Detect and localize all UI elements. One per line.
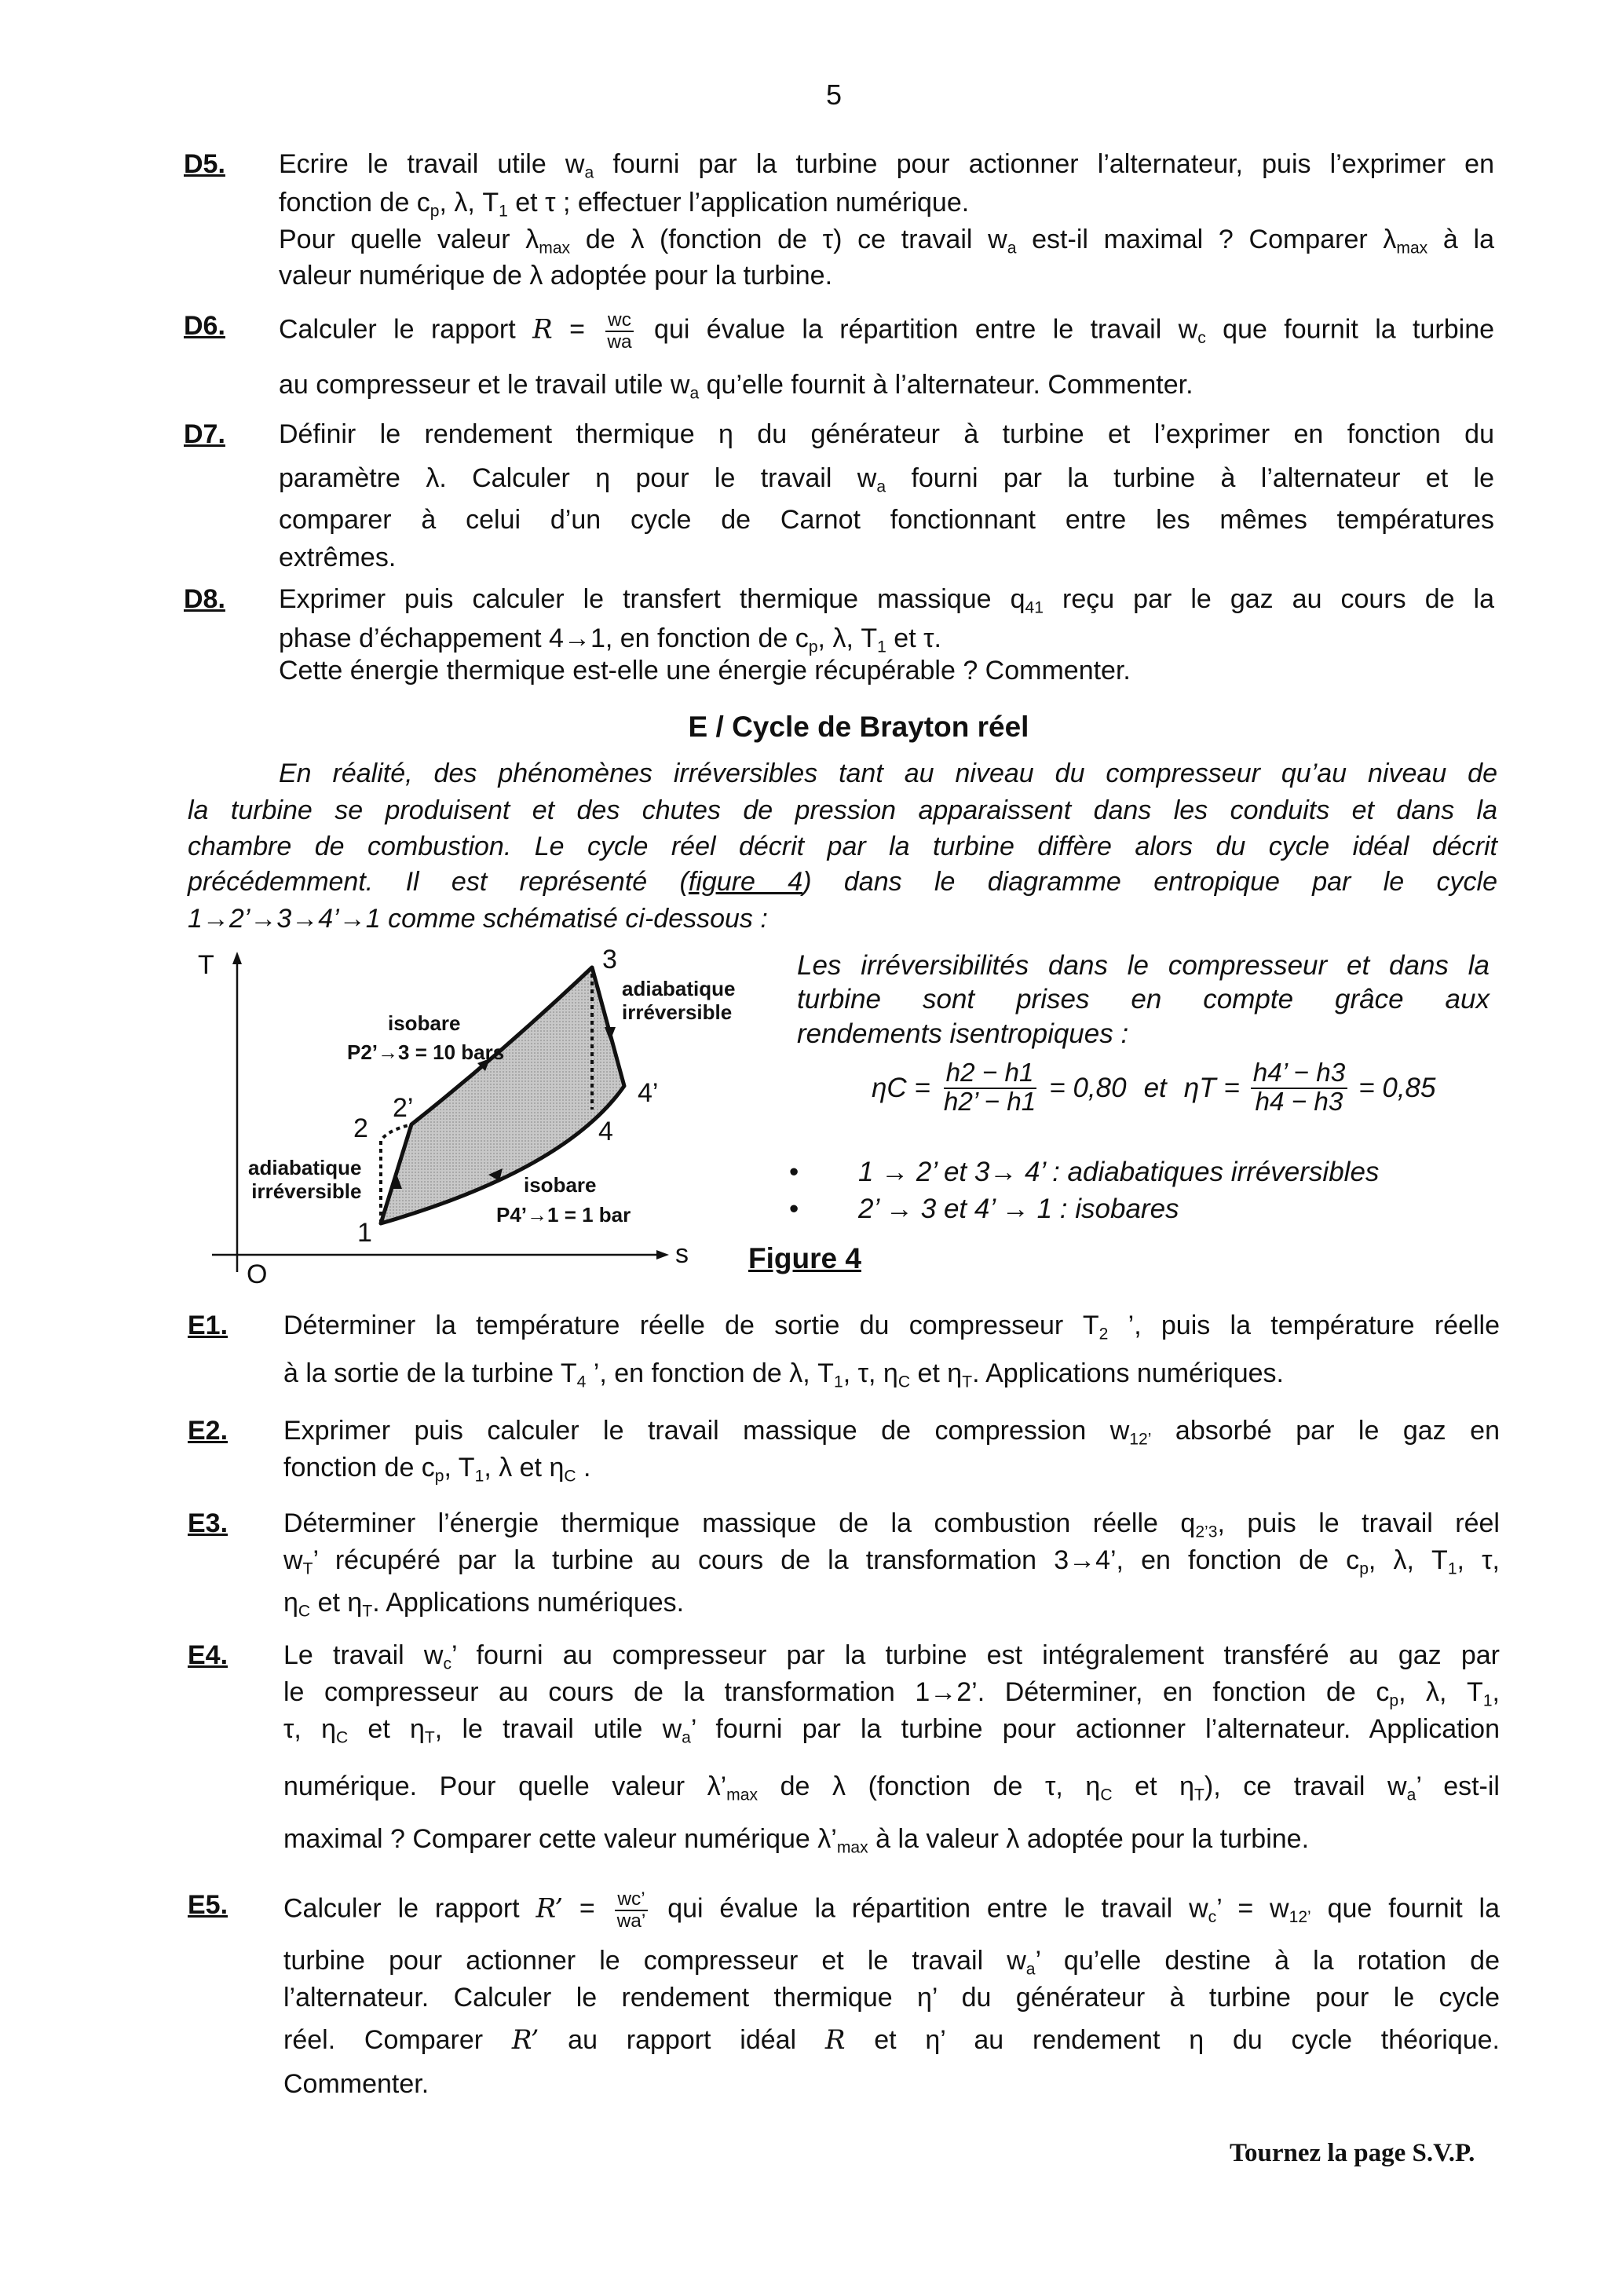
text-run: absorbé par le gaz en <box>1151 1416 1500 1446</box>
t-axis-arrow <box>232 952 242 964</box>
text-run: réel. Comparer <box>283 2025 512 2055</box>
label-isobar-low: isobare <box>524 1173 597 1197</box>
text-run: que fournit la turbine <box>1205 314 1495 345</box>
text-line <box>283 1713 1500 1745</box>
text-run: En réalité, des phénomènes irréversibles tant au niveau du compresseur qu’au niveau de <box>279 759 1497 788</box>
ratio-symbol: R <box>532 313 553 345</box>
text-run: ’ = w <box>1216 1893 1289 1924</box>
point-4: 4 <box>598 1117 613 1146</box>
text-run: reçu par le gaz au cours de la <box>1043 584 1494 614</box>
point-3: 3 <box>602 945 617 974</box>
subscript: C <box>1100 1786 1113 1804</box>
text-run: Exprimer puis calculer le travail massique de compression w <box>283 1416 1130 1446</box>
text-run: numérique. Pour quelle valeur λ’ <box>283 1771 727 1801</box>
text-line <box>283 1823 1309 1855</box>
text-run: , puis le travail réel <box>1217 1508 1500 1538</box>
text-line <box>283 1545 1500 1576</box>
subscript: C <box>897 1373 911 1391</box>
text-run: à la valeur λ adoptée pour la turbine. <box>868 1824 1310 1854</box>
text-run: à la <box>1427 225 1494 254</box>
text-run: qui évalue la répartition entre le travail w <box>651 1893 1208 1924</box>
text-run: , τ, η <box>843 1358 898 1388</box>
label-line: adiabatique <box>622 977 736 1000</box>
text-run: ), ce travail w <box>1204 1771 1407 1801</box>
subscript: 1 <box>877 638 886 656</box>
label-line: adiabatique <box>248 1156 362 1179</box>
text-run: w <box>283 1545 303 1575</box>
denominator: wa <box>607 331 632 353</box>
subscript: 1 <box>1482 1691 1493 1710</box>
subscript: 1 <box>833 1373 843 1391</box>
fraction <box>615 1889 649 1931</box>
ratio-symbol: R’ <box>536 1892 564 1925</box>
bullet-icon: • <box>789 1157 799 1187</box>
text-run: à la sortie de la turbine T <box>283 1358 577 1388</box>
right-text-line: Les irréversibilités dans le compresseur et dans la <box>797 950 1490 981</box>
eta-c-symbol: ηC = <box>872 1072 930 1103</box>
text-line <box>283 1771 1500 1802</box>
subscript: C <box>298 1602 311 1621</box>
subscript: 4 <box>576 1373 587 1391</box>
subscript: a <box>1406 1786 1416 1804</box>
question-label: D6. <box>184 311 225 341</box>
text-run: ’ récupéré par la turbine au cours de la transformation 3→4’, en fonction de c <box>313 1545 1360 1575</box>
text-run: que fournit la <box>1310 1893 1501 1924</box>
text-run: turbine pour actionner le compresseur et le travail w <box>283 1946 1026 1976</box>
point-1: 1 <box>357 1218 372 1248</box>
denominator: h4 − h3 <box>1255 1087 1343 1117</box>
subscript: a <box>584 163 594 182</box>
text-run: est-il maximal ? Comparer λ <box>1016 225 1397 254</box>
subscript: p <box>1359 1559 1369 1578</box>
text-run: Exprimer puis calculer le transfert thermique massique q <box>279 584 1025 614</box>
text-run: et η’ au rendement η du cycle théorique. <box>845 2025 1500 2055</box>
text-run: ’, puis la température réelle <box>1108 1311 1500 1340</box>
text-line <box>283 1982 1500 2013</box>
text-line <box>283 1452 591 1486</box>
text-run: qu’elle fournit à l’alternateur. Commenter. <box>699 370 1193 400</box>
text-run: et τ. <box>886 623 941 653</box>
question-label: D8. <box>184 584 225 614</box>
numerator: h4’ − h3 <box>1251 1060 1347 1089</box>
text-run: Calculer le rapport <box>283 1893 536 1924</box>
text-run: de λ (fonction de τ, η <box>758 1771 1101 1801</box>
bullet-text: 2’ → 3 et 4’ → 1 : isobares <box>858 1194 1179 1224</box>
text-run: le compresseur au cours de la transformation 1→2’. Déterminer, en fonction de c <box>283 1677 1390 1707</box>
text-run: Commenter. <box>283 2069 430 2099</box>
subscript: max <box>539 239 571 258</box>
text-run: et η <box>310 1588 363 1618</box>
question-label: E5. <box>188 1890 228 1920</box>
text-run: extrêmes. <box>279 543 397 572</box>
question-label: E4. <box>188 1640 228 1670</box>
text-run: maximal ? Comparer cette valeur numérique λ’ <box>283 1824 837 1854</box>
text-run: ’ fourni au compresseur par la turbine est intégralement transféré au gaz par <box>451 1640 1501 1670</box>
subscript: 12’ <box>1129 1430 1152 1449</box>
text-run: = <box>563 1893 612 1924</box>
subscript: 1 <box>499 202 508 221</box>
text-run: précédemment. Il est représenté ( <box>188 867 689 897</box>
text-line <box>283 1676 1500 1708</box>
bullet-item <box>789 1157 1380 1188</box>
subscript: p <box>808 638 818 656</box>
text-line <box>283 1640 1500 1671</box>
text-run: paramètre λ. Calculer η pour le travail w <box>279 463 877 493</box>
text-run: 1→2’→3→4’→1 comme schématisé ci-dessous : <box>188 904 768 934</box>
efficiency-formula <box>872 1060 1436 1117</box>
text-line <box>283 1358 1284 1389</box>
text-run: ’ qu’elle destine à la rotation de <box>1035 1946 1501 1976</box>
subscript: a <box>689 384 700 403</box>
text-run: , λ, T <box>817 623 878 653</box>
text-line <box>283 1310 1500 1344</box>
figure-caption: Figure 4 <box>748 1242 861 1274</box>
right-text-line: turbine sont prises en compte grâce aux <box>797 984 1490 1015</box>
text-run: , le travail utile w <box>434 1714 682 1744</box>
text-run: . <box>576 1453 591 1483</box>
subscript: a <box>876 477 886 496</box>
question-label: D7. <box>184 419 225 449</box>
label-line: irréversible <box>251 1179 362 1203</box>
text-run: τ, η <box>283 1714 336 1744</box>
denominator: wa’ <box>616 1910 646 1932</box>
numerator: wc’ <box>615 1889 647 1911</box>
bullet-icon: • <box>789 1194 799 1224</box>
label-isobar-high: isobare <box>388 1011 461 1035</box>
text-line <box>283 2024 1500 2056</box>
bullet-text: 1 → 2’ et 3→ 4’ : adiabatiques irréversibles <box>858 1157 1380 1187</box>
text-run: la turbine se produisent et des chutes de pression apparaissent dans les conduits et dans la <box>188 795 1497 825</box>
subscript: p <box>434 1467 444 1486</box>
text-run: valeur numérique de λ adoptée pour la turbine. <box>279 261 833 291</box>
text-line <box>283 2068 429 2100</box>
bullet-item <box>789 1194 1179 1225</box>
text-run: , λ, T <box>439 188 499 218</box>
text-run: et η <box>1112 1771 1195 1801</box>
text-run: ’, en fonction de λ, T <box>586 1358 834 1388</box>
label-adiabatic-compressor <box>248 1156 361 1203</box>
text-run: , T <box>444 1453 475 1483</box>
question-label: E3. <box>188 1508 228 1538</box>
text-run: et η <box>910 1358 963 1388</box>
text-run: phase d’échappement 4→1, en fonction de c <box>279 623 809 653</box>
label-line: irréversible <box>622 1000 733 1024</box>
subscript: a <box>682 1728 691 1747</box>
subscript: a <box>1025 1960 1036 1979</box>
text-line <box>283 1415 1500 1449</box>
text-run: Pour quelle valeur λ <box>279 225 539 254</box>
numerator: wc <box>605 310 634 332</box>
axis-t-label: T <box>198 950 214 980</box>
s-axis-arrow <box>656 1250 669 1260</box>
text-run: Le travail w <box>283 1640 444 1670</box>
text-run: ) dans le diagramme entropique par le cycle <box>802 867 1498 897</box>
text-run: Calculer le rapport <box>279 314 533 345</box>
text-run: fourni par la turbine pour actionner l’alternateur, puis l’exprimer en <box>594 149 1494 179</box>
figure-reference: figure 4 <box>688 867 803 897</box>
section-title: E / Cycle de Brayton réel <box>688 711 1029 743</box>
text-run: . Applications numériques. <box>972 1358 1285 1388</box>
footer-turn-page: Tournez la page S.V.P. <box>1230 2139 1475 2167</box>
subscript: max <box>726 1786 758 1804</box>
label-adiabatic-turbine <box>622 977 735 1024</box>
text-run: , <box>1492 1677 1500 1707</box>
question-label: E2. <box>188 1416 228 1446</box>
subscript: 12’ <box>1289 1908 1311 1926</box>
text-run: Définir le rendement thermique η du générateur à turbine et l’exprimer en fonction du <box>279 419 1494 449</box>
subscript: 1 <box>1447 1559 1457 1578</box>
text-run: fourni par la turbine à l’alternateur et le <box>886 463 1494 493</box>
text-line <box>283 1508 1500 1539</box>
subscript: T <box>362 1602 373 1621</box>
text-run: , τ, <box>1457 1545 1500 1575</box>
subscript: c <box>443 1654 452 1673</box>
subscript: C <box>564 1467 576 1486</box>
denominator: h2’ − h1 <box>943 1087 1036 1117</box>
subscript: T <box>424 1728 435 1747</box>
text-line <box>283 1945 1501 1979</box>
point-4-prime: 4’ <box>638 1078 659 1108</box>
numerator: h2 − h1 <box>944 1060 1036 1089</box>
eta-t-value: = 0,85 <box>1358 1072 1436 1103</box>
text-run: ’ est-il <box>1416 1771 1500 1801</box>
text-run: de λ (fonction de τ) ce travail w <box>570 225 1007 254</box>
eta-c-fraction <box>941 1060 1038 1117</box>
subscript: 41 <box>1025 598 1044 617</box>
question-label: E1. <box>188 1311 228 1340</box>
text-run: chambre de combustion. Le cycle réel décrit par la turbine diffère alors du cycle idéal décrit <box>188 832 1497 861</box>
text-run: fonction de c <box>279 188 430 218</box>
eta-c-value: = 0,80 <box>1049 1072 1127 1103</box>
subscript: p <box>1389 1691 1399 1710</box>
ratio-symbol: R <box>824 2024 846 2056</box>
text-run: , λ, T <box>1368 1545 1448 1575</box>
label-isobar-low-pressure: P4’→1 = 1 bar <box>496 1203 631 1227</box>
text-run: ’ fourni par la turbine pour actionner l’alternateur. Application <box>690 1714 1500 1744</box>
text-line <box>283 1888 1501 1932</box>
origin-label: O <box>247 1260 268 1289</box>
text-run: , λ et η <box>484 1453 565 1483</box>
subscript: c <box>1197 329 1206 347</box>
text-run: et τ ; effectuer l’application numérique. <box>507 188 970 218</box>
question-label: D5. <box>184 149 225 179</box>
subscript: c <box>1208 1908 1217 1926</box>
subscript: 2’3 <box>1195 1523 1218 1541</box>
subscript: T <box>302 1559 313 1578</box>
text-run: = <box>552 314 602 345</box>
subscript: T <box>1194 1786 1204 1804</box>
subscript: T <box>962 1373 973 1391</box>
subscript: max <box>836 1838 868 1857</box>
text-line <box>283 1587 685 1621</box>
text-run: Ecrire le travail utile w <box>279 149 585 179</box>
label-isobar-high-pressure: P2’→3 = 10 bars <box>347 1040 505 1064</box>
subscript: max <box>1396 239 1428 258</box>
eta-t-fraction <box>1251 1060 1347 1117</box>
subscript: 2 <box>1098 1325 1109 1344</box>
text-run: au compresseur et le travail utile w <box>279 370 690 400</box>
text-run: Déterminer l’énergie thermique massique de la combustion réelle q <box>283 1508 1196 1538</box>
subscript: p <box>430 202 440 221</box>
point-2: 2 <box>353 1113 368 1143</box>
text-run: au rapport idéal <box>539 2025 825 2055</box>
axis-s-label: s <box>675 1239 689 1269</box>
point-2-prime: 2’ <box>393 1093 414 1123</box>
subscript: C <box>336 1728 349 1747</box>
text-run: l’alternateur. Calculer le rendement thermique η’ du générateur à turbine pour le cycle <box>283 1983 1500 2013</box>
subscript: a <box>1007 239 1017 258</box>
text-run: et η <box>348 1714 425 1744</box>
text-run: , λ, T <box>1398 1677 1483 1707</box>
text-run: Cette énergie thermique est-elle une énergie récupérable ? Commenter. <box>279 656 1131 686</box>
text-run: comparer à celui d’un cycle de Carnot fonctionnant entre les mêmes températures <box>279 505 1494 535</box>
subscript: 1 <box>474 1467 484 1486</box>
right-text-line: rendements isentropiques : <box>797 1018 1129 1049</box>
text-run: qui évalue la répartition entre le travail w <box>637 314 1198 345</box>
text-run: . Applications numériques. <box>372 1588 685 1618</box>
page-number: 5 <box>826 79 843 111</box>
text-run: η <box>283 1588 298 1618</box>
text-run: Déterminer la température réelle de sortie du compresseur T <box>283 1311 1099 1340</box>
text-run: fonction de c <box>283 1453 435 1483</box>
eta-t-symbol: ηT = <box>1183 1072 1240 1103</box>
et-word: et <box>1143 1072 1167 1103</box>
ratio-symbol: R’ <box>511 2024 539 2056</box>
